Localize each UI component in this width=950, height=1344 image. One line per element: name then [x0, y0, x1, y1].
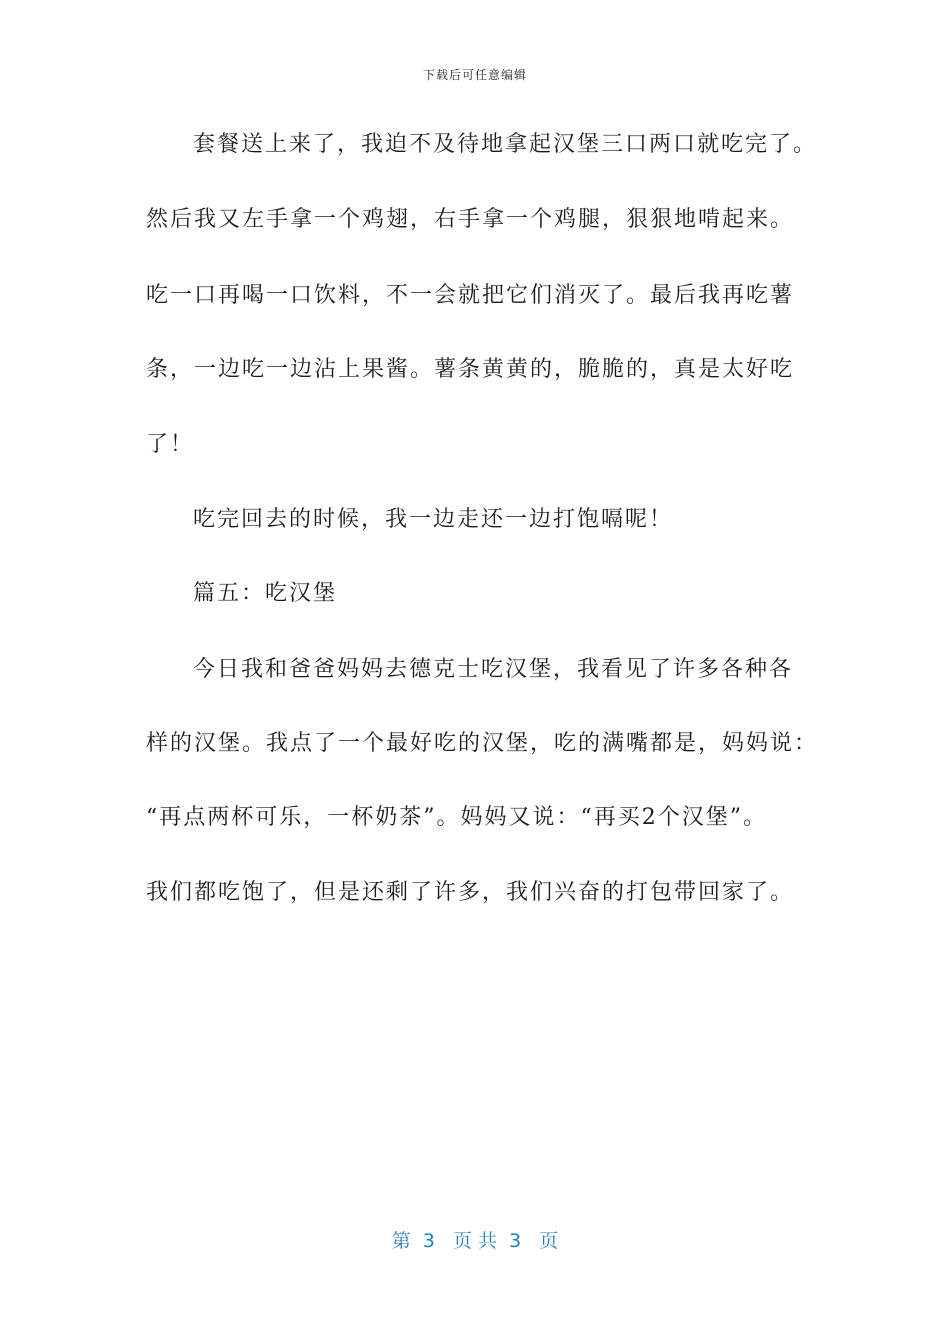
paragraph-line: 吃一口再喝一口饮料，不一会就把它们消灭了。最后我再吃薯	[146, 283, 795, 308]
paragraph-line: 我们都吃饱了，但是还剩了许多，我们兴奋的打包带回家了。	[146, 880, 795, 905]
paragraph-line: 了！	[146, 432, 195, 457]
paragraph-line: “再点两杯可乐，一杯奶茶”。妈妈又说：“再买2个汉堡”。	[146, 805, 767, 830]
header-note: 下载后可任意编辑	[422, 68, 527, 82]
page-number-footer: 第 3 页 共 3 页	[391, 1230, 559, 1252]
paragraph-line: 然后我又左手拿一个鸡翅，右手拿一个鸡腿，狠狠地啃起来。	[146, 207, 795, 232]
paragraph-line: 条，一边吃一边沾上果酱。薯条黄黄的，脆脆的，真是太好吃	[146, 357, 795, 382]
section-heading: 篇五：吃汉堡	[193, 581, 338, 606]
paragraph-line: 吃完回去的时候，我一边走还一边打饱嗝呢！	[193, 507, 674, 532]
paragraph-line: 今日我和爸爸妈妈去德克士吃汉堡，我看见了许多各种各	[193, 657, 794, 682]
paragraph-line: 样的汉堡。我点了一个最好吃的汉堡，吃的满嘴都是，妈妈说：	[146, 731, 819, 756]
paragraph-line: 套餐送上来了，我迫不及待地拿起汉堡三口两口就吃完了。	[193, 132, 818, 157]
